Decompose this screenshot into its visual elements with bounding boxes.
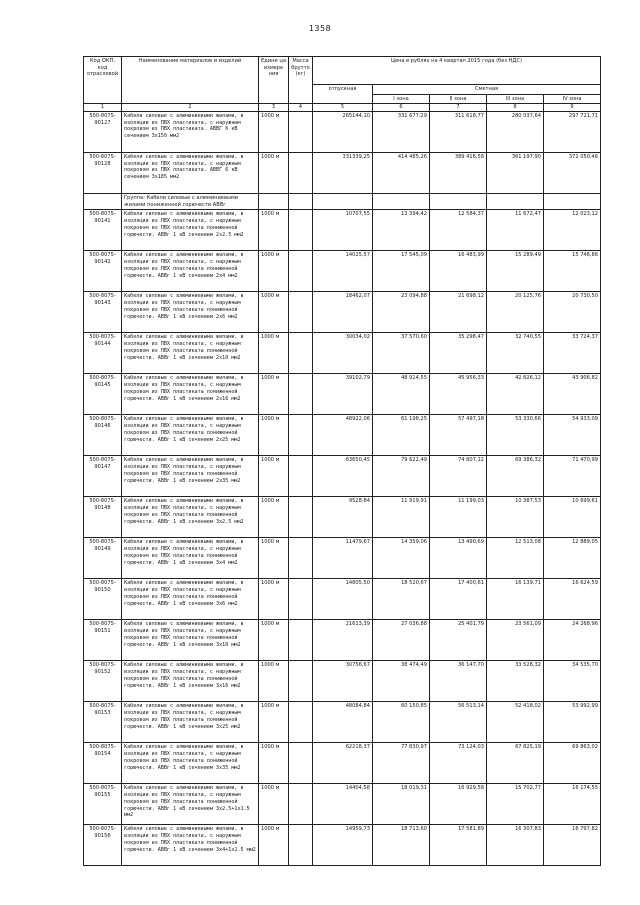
column-number: 6 [373, 104, 430, 112]
mass-cell [289, 825, 313, 866]
code-cell: 500-8075-90128 [84, 153, 122, 194]
unit-cell: 1000 м [259, 620, 289, 661]
zone-1-price-cell: 13 394,42 [373, 210, 430, 251]
header-zone-3: III зона [487, 94, 544, 104]
header-zone-4: IV зона [544, 94, 601, 104]
zone-1-price-cell: 27 036,88 [373, 620, 430, 661]
mass-cell [289, 374, 313, 415]
zone-2-price-cell: 35 298,47 [430, 333, 487, 374]
zone-2-price-cell: 73 124,03 [430, 743, 487, 784]
unit-cell: 1000 м [259, 456, 289, 497]
group-code-cell [84, 194, 122, 210]
code-cell: 500-8075-90143 [84, 292, 122, 333]
release-price-cell: 48084,84 [313, 702, 373, 743]
zone-1-price-cell: 414 485,26 [373, 153, 430, 194]
zone-2-price-cell: 13 490,69 [430, 538, 487, 579]
table-row [84, 743, 601, 784]
zone-1-price-cell: 60 150,85 [373, 702, 430, 743]
zone-2-price-cell: 11 199,03 [430, 497, 487, 538]
table-row [84, 825, 601, 866]
column-number-row [84, 104, 601, 112]
name-cell: Кабели силовые с алюминиевыми жилами, в изоляции из ПВХ пластиката, с наружным покровом из ПВХ пластиката. АВВГ 6 кВ сечением 3х150 мм2 [122, 112, 259, 153]
mass-cell [289, 497, 313, 538]
column-number: 9 [544, 104, 601, 112]
zone-1-price-cell: 18 520,67 [373, 579, 430, 620]
zone-2-price-cell: 36 147,70 [430, 661, 487, 702]
release-price-cell: 331339,25 [313, 153, 373, 194]
zone-4-price-cell: 34 535,70 [544, 661, 601, 702]
zone-4-price-cell: 16 624,59 [544, 579, 601, 620]
zone-3-price-cell: 12 513,08 [487, 538, 544, 579]
unit-cell: 1000 м [259, 538, 289, 579]
table-row [84, 784, 601, 825]
name-cell: Кабели силовые с алюминиевыми жилами, в изоляции из ПВХ пластиката, с наружным покровом из ПВХ пластиката. АВВГ 6 кВ сечением 3х185 мм2 [122, 153, 259, 194]
mass-cell [289, 661, 313, 702]
table-row [84, 620, 601, 661]
zone-2-price-cell: 16 929,58 [430, 784, 487, 825]
code-cell: 500-8075-90156 [84, 825, 122, 866]
release-price-cell: 9528,84 [313, 497, 373, 538]
zone-4-price-cell: 53 992,99 [544, 702, 601, 743]
zone-3-price-cell: 11 672,47 [487, 210, 544, 251]
code-cell: 500-8075-90149 [84, 538, 122, 579]
column-number: 4 [289, 104, 313, 112]
unit-cell: 1000 м [259, 784, 289, 825]
mass-cell [289, 743, 313, 784]
table-row [84, 579, 601, 620]
zone-4-price-cell: 24 268,96 [544, 620, 601, 661]
zone-4-price-cell: 71 470,99 [544, 456, 601, 497]
zone-1-price-cell: 18 713,60 [373, 825, 430, 866]
code-cell: 500-8075-90152 [84, 661, 122, 702]
table-row [84, 153, 601, 194]
name-cell: Кабели силовые с алюминиевыми жилами, в изоляции из ПВХ пластиката, с наружным покровом из ПВХ пластиката пониженной горючести. АВВг 1 кВ сечением 3х25 мм2 [122, 702, 259, 743]
unit-cell: 1000 м [259, 210, 289, 251]
code-cell: 500-8075-90150 [84, 579, 122, 620]
release-price-cell: 30756,67 [313, 661, 373, 702]
code-cell: 500-8075-90154 [84, 743, 122, 784]
name-cell: Кабели силовые с алюминиевыми жилами, в изоляции из ПВХ пластиката, с наружным покровом из ПВХ пластиката пониженной горючести. АВВг 1 кВ сечением 3х2.5 мм2 [122, 497, 259, 538]
zone-1-price-cell: 18 019,31 [373, 784, 430, 825]
name-cell: Кабели силовые с алюминиевыми жилами, в изоляции из ПВХ пластиката, с наружным покровом из ПВХ пластиката пониженной горючести. АВВг 1 кВ сечением 3х4+1х2.5 мм2 [122, 825, 259, 866]
mass-cell [289, 702, 313, 743]
zone-4-price-cell: 372 050,46 [544, 153, 601, 194]
zone-4-price-cell: 43 906,82 [544, 374, 601, 415]
release-price-cell: 14025,57 [313, 251, 373, 292]
table-row [84, 456, 601, 497]
unit-cell: 1000 м [259, 661, 289, 702]
zone-1-price-cell: 77 830,97 [373, 743, 430, 784]
zone-1-price-cell: 38 474,49 [373, 661, 430, 702]
release-price-cell: 21613,39 [313, 620, 373, 661]
zone-3-price-cell: 67 825,19 [487, 743, 544, 784]
zone-2-price-cell: 389 416,58 [430, 153, 487, 194]
table-row [84, 702, 601, 743]
code-cell: 500-8075-90144 [84, 333, 122, 374]
group-empty-cell [430, 194, 487, 210]
unit-cell: 1000 м [259, 579, 289, 620]
header-unit: Едини ца измере ния [259, 57, 289, 104]
zone-2-price-cell: 56 513,14 [430, 702, 487, 743]
zone-3-price-cell: 52 418,02 [487, 702, 544, 743]
mass-cell [289, 292, 313, 333]
mass-cell [289, 784, 313, 825]
group-empty-cell [289, 194, 313, 210]
zone-2-price-cell: 45 956,33 [430, 374, 487, 415]
zone-4-price-cell: 12 889,05 [544, 538, 601, 579]
header-name: Наименование материалов и изделий [122, 57, 259, 104]
zone-4-price-cell: 10 699,61 [544, 497, 601, 538]
release-price-cell: 14959,73 [313, 825, 373, 866]
table-row [84, 497, 601, 538]
zone-1-price-cell: 23 094,88 [373, 292, 430, 333]
name-cell: Кабели силовые с алюминиевыми жилами, в изоляции из ПВХ пластиката, с наружным покровом из ПВХ пластиката пониженной горючести. АВВг 1 кВ сечением 3х16 мм2 [122, 661, 259, 702]
header-zone-2: II зона [430, 94, 487, 104]
unit-cell: 1000 м [259, 153, 289, 194]
release-price-cell: 62218,37 [313, 743, 373, 784]
header-code: Код ОКП, код отраслевой [84, 57, 122, 104]
group-label: Группа: Кабели силовые с алюминиевыми жилами пониженной горючести АВВг [122, 194, 259, 210]
name-cell: Кабели силовые с алюминиевыми жилами, в изоляции из ПВХ пластиката, с наружным покровом из ПВХ пластиката пониженной горючести. АВВг 1 кВ сечением 2х4 мм2 [122, 251, 259, 292]
name-cell: Кабели силовые с алюминиевыми жилами, в изоляции из ПВХ пластиката, с наружным покровом из ПВХ пластиката пониженной горючести. АВВг 1 кВ сечением 2х16 мм2 [122, 374, 259, 415]
group-row [84, 194, 601, 210]
zone-2-price-cell: 21 698,12 [430, 292, 487, 333]
zone-3-price-cell: 42 626,12 [487, 374, 544, 415]
name-cell: Кабели силовые с алюминиевыми жилами, в изоляции из ПВХ пластиката, с наружным покровом из ПВХ пластиката пониженной горючести. АВВг 1 кВ сечением 2х25 мм2 [122, 415, 259, 456]
zone-1-price-cell: 11 919,91 [373, 497, 430, 538]
zone-2-price-cell: 17 581,89 [430, 825, 487, 866]
zone-1-price-cell: 79 622,49 [373, 456, 430, 497]
mass-cell [289, 415, 313, 456]
unit-cell: 1000 м [259, 292, 289, 333]
unit-cell: 1000 м [259, 415, 289, 456]
name-cell: Кабели силовые с алюминиевыми жилами, в изоляции из ПВХ пластиката, с наружным покровом из ПВХ пластиката пониженной горючести. АВВг 1 кВ сечением 3х6 мм2 [122, 579, 259, 620]
release-price-cell: 48922,06 [313, 415, 373, 456]
group-empty-cell [544, 194, 601, 210]
name-cell: Кабели силовые с алюминиевыми жилами, в изоляции из ПВХ пластиката, с наружным покровом из ПВХ пластиката пониженной горючести. АВВг 1 кВ сечением 2х10 мм2 [122, 333, 259, 374]
code-cell: 500-8075-90153 [84, 702, 122, 743]
header-mass: Масса брутто (кг) [289, 57, 313, 104]
zone-4-price-cell: 16 174,55 [544, 784, 601, 825]
mass-cell [289, 538, 313, 579]
header-estimate: Сметная [373, 85, 601, 95]
name-cell: Кабели силовые с алюминиевыми жилами, в изоляции из ПВХ пластиката, с наружным покровом из ПВХ пластиката пониженной горючести. АВВг 1 кВ сечением 3х35 мм2 [122, 743, 259, 784]
zone-3-price-cell: 15 702,77 [487, 784, 544, 825]
zone-2-price-cell: 311 618,77 [430, 112, 487, 153]
zone-4-price-cell: 33 724,37 [544, 333, 601, 374]
zone-4-price-cell: 15 748,86 [544, 251, 601, 292]
header-zone-1: I зона [373, 94, 430, 104]
zone-2-price-cell: 57 497,18 [430, 415, 487, 456]
unit-cell: 1000 м [259, 333, 289, 374]
release-price-cell: 11479,67 [313, 538, 373, 579]
name-cell: Кабели силовые с алюминиевыми жилами, в изоляции из ПВХ пластиката, с наружным покровом из ПВХ пластиката пониженной горючести. АВВг 1 кВ сечением 3х10 мм2 [122, 620, 259, 661]
zone-4-price-cell: 297 721,71 [544, 112, 601, 153]
zone-2-price-cell: 74 807,12 [430, 456, 487, 497]
zone-3-price-cell: 16 307,83 [487, 825, 544, 866]
column-number: 7 [430, 104, 487, 112]
zone-3-price-cell: 361 197,90 [487, 153, 544, 194]
release-price-cell: 265144,10 [313, 112, 373, 153]
column-number: 1 [84, 104, 122, 112]
unit-cell: 1000 м [259, 251, 289, 292]
code-cell: 500-8075-90155 [84, 784, 122, 825]
zone-4-price-cell: 54 933,09 [544, 415, 601, 456]
mass-cell [289, 112, 313, 153]
table-body [84, 112, 601, 866]
code-cell: 500-8075-90145 [84, 374, 122, 415]
table-row [84, 112, 601, 153]
zone-3-price-cell: 280 037,64 [487, 112, 544, 153]
zone-1-price-cell: 48 914,55 [373, 374, 430, 415]
zone-3-price-cell: 53 330,66 [487, 415, 544, 456]
release-price-cell: 18462,07 [313, 292, 373, 333]
release-price-cell: 14404,58 [313, 784, 373, 825]
mass-cell [289, 251, 313, 292]
group-empty-cell [313, 194, 373, 210]
mass-cell [289, 620, 313, 661]
header-release: отпускная [313, 85, 373, 104]
zone-3-price-cell: 69 386,32 [487, 456, 544, 497]
page-number: 1358 [308, 24, 332, 33]
group-empty-cell [487, 194, 544, 210]
zone-2-price-cell: 25 401,79 [430, 620, 487, 661]
mass-cell [289, 153, 313, 194]
code-cell: 500-8075-90146 [84, 415, 122, 456]
zone-4-price-cell: 16 797,82 [544, 825, 601, 866]
zone-3-price-cell: 20 125,76 [487, 292, 544, 333]
price-table [83, 56, 601, 866]
mass-cell [289, 579, 313, 620]
zone-3-price-cell: 16 139,71 [487, 579, 544, 620]
table-row [84, 374, 601, 415]
zone-1-price-cell: 14 359,06 [373, 538, 430, 579]
name-cell: Кабели силовые с алюминиевыми жилами, в изоляции из ПВХ пластиката, с наружным покровом из ПВХ пластиката пониженной горючести. АВВг 1 кВ сечением 2х2.5 мм2 [122, 210, 259, 251]
code-cell: 500-8075-90151 [84, 620, 122, 661]
name-cell: Кабели силовые с алюминиевыми жилами, в изоляции из ПВХ пластиката, с наружным покровом из ПВХ пластиката пониженной горючести. АВВг 1 кВ сечением 2х35 мм2 [122, 456, 259, 497]
zone-1-price-cell: 37 570,60 [373, 333, 430, 374]
release-price-cell: 39102,79 [313, 374, 373, 415]
header-price-group: Цена в рублях на 4 квартал 2015 года (без НДС) [313, 57, 601, 85]
column-number: 5 [313, 104, 373, 112]
zone-4-price-cell: 69 863,02 [544, 743, 601, 784]
table-row [84, 333, 601, 374]
zone-3-price-cell: 10 387,53 [487, 497, 544, 538]
column-number: 8 [487, 104, 544, 112]
zone-2-price-cell: 12 584,37 [430, 210, 487, 251]
release-price-cell: 14805,50 [313, 579, 373, 620]
zone-3-price-cell: 15 289,49 [487, 251, 544, 292]
unit-cell: 1000 м [259, 374, 289, 415]
zone-1-price-cell: 61 198,25 [373, 415, 430, 456]
zone-3-price-cell: 32 740,55 [487, 333, 544, 374]
table-row [84, 538, 601, 579]
unit-cell: 1000 м [259, 825, 289, 866]
zone-3-price-cell: 33 528,32 [487, 661, 544, 702]
name-cell: Кабели силовые с алюминиевыми жилами, в изоляции из ПВХ пластиката, с наружным покровом из ПВХ пластиката пониженной горючести. АВВг 1 кВ сечением 2х6 мм2 [122, 292, 259, 333]
code-cell: 500-8075-90127 [84, 112, 122, 153]
zone-4-price-cell: 20 730,50 [544, 292, 601, 333]
group-empty-cell [373, 194, 430, 210]
zone-2-price-cell: 17 400,61 [430, 579, 487, 620]
unit-cell: 1000 м [259, 112, 289, 153]
mass-cell [289, 456, 313, 497]
code-cell: 500-8075-90147 [84, 456, 122, 497]
code-cell: 500-8075-90141 [84, 210, 122, 251]
code-cell: 500-8075-90148 [84, 497, 122, 538]
column-number: 3 [259, 104, 289, 112]
mass-cell [289, 210, 313, 251]
group-empty-cell [259, 194, 289, 210]
table-row [84, 251, 601, 292]
name-cell: Кабели силовые с алюминиевыми жилами, в изоляции из ПВХ пластиката, с наружным покровом из ПВХ пластиката пониженной горючести. АВВг 1 кВ сечением 3х2.5+1х1.5 мм2 [122, 784, 259, 825]
unit-cell: 1000 м [259, 743, 289, 784]
release-price-cell: 30034,02 [313, 333, 373, 374]
zone-4-price-cell: 12 023,12 [544, 210, 601, 251]
release-price-cell: 10707,55 [313, 210, 373, 251]
table-row [84, 415, 601, 456]
column-number: 2 [122, 104, 259, 112]
mass-cell [289, 333, 313, 374]
table-row [84, 661, 601, 702]
zone-1-price-cell: 17 545,09 [373, 251, 430, 292]
unit-cell: 1000 м [259, 702, 289, 743]
name-cell: Кабели силовые с алюминиевыми жилами, в изоляции из ПВХ пластиката, с наружным покровом из ПВХ пластиката пониженной горючести. АВВг 1 кВ сечением 3х4 мм2 [122, 538, 259, 579]
zone-1-price-cell: 331 677,29 [373, 112, 430, 153]
release-price-cell: 63650,45 [313, 456, 373, 497]
table-row [84, 292, 601, 333]
table-row [84, 210, 601, 251]
zone-2-price-cell: 16 483,99 [430, 251, 487, 292]
code-cell: 500-8075-90142 [84, 251, 122, 292]
zone-3-price-cell: 23 561,09 [487, 620, 544, 661]
unit-cell: 1000 м [259, 497, 289, 538]
